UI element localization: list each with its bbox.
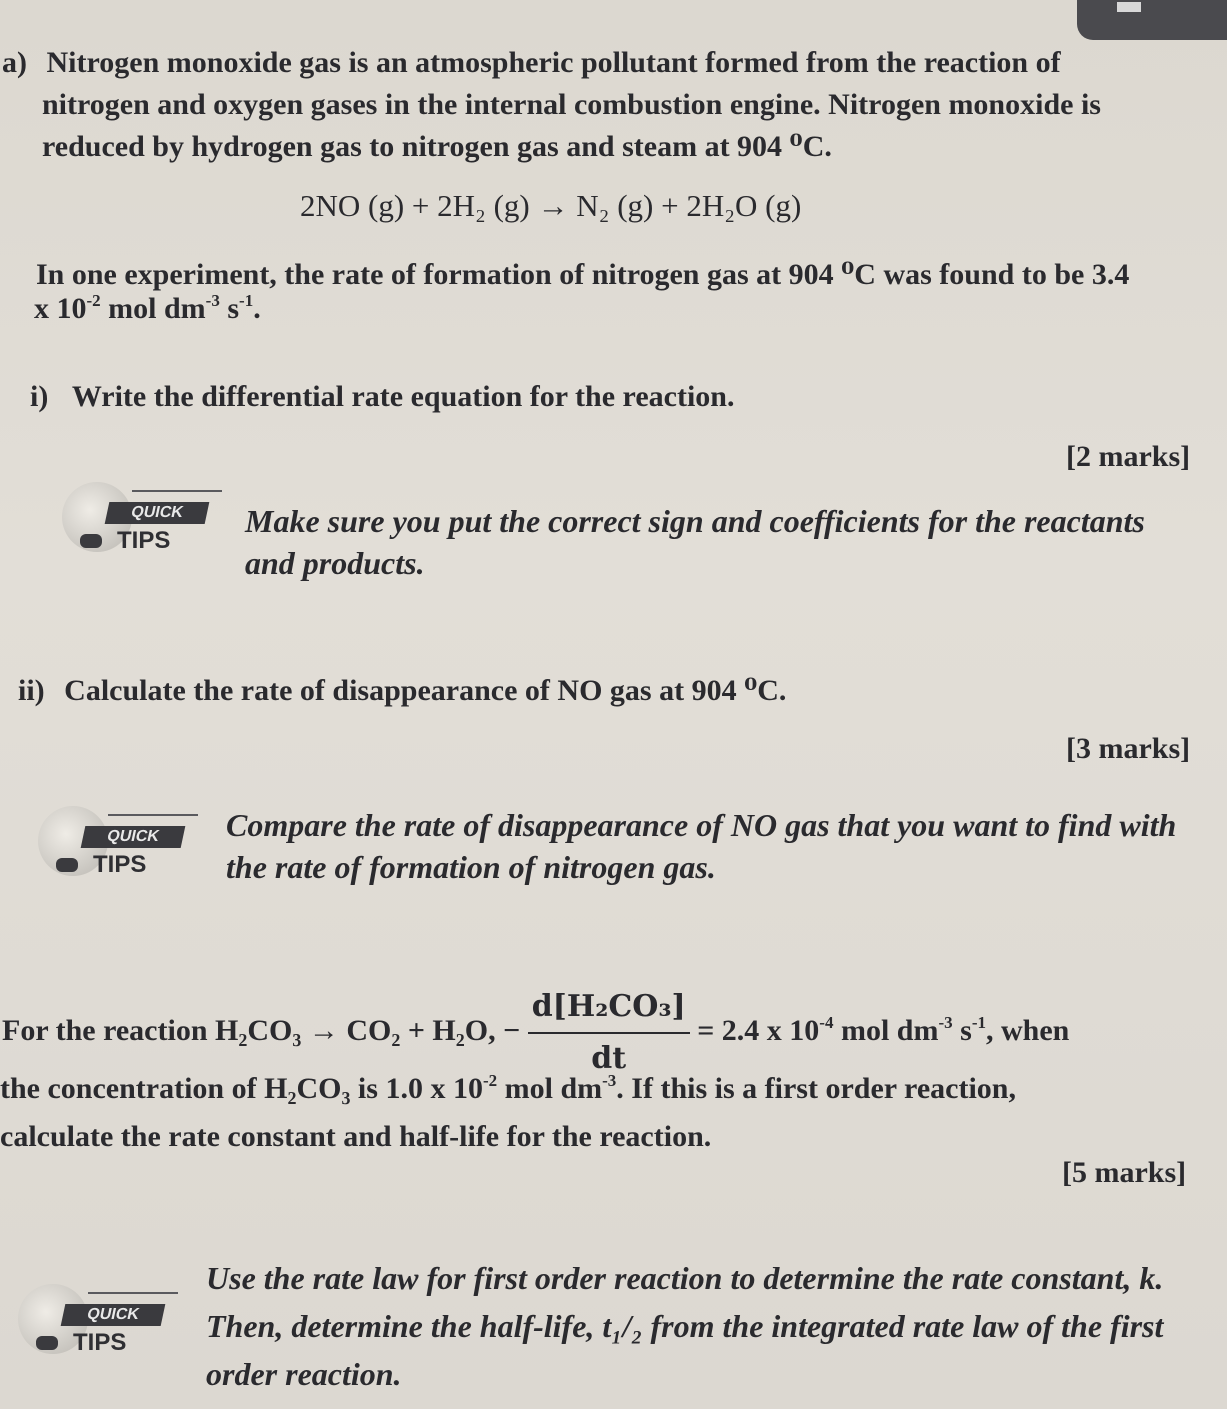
- experiment-text: .: [253, 292, 261, 325]
- bulb-base: [80, 534, 102, 548]
- experiment-line-1: In one experiment, the rate of formation of nitrogen gas at 904 ⁰C was found to be 3.4: [36, 258, 1130, 291]
- part-i-label: i): [30, 380, 49, 413]
- quick-label: QUICK: [81, 826, 186, 848]
- tip-1-text: Make sure you put the correct sign and coefficients for the reactants and products.: [245, 503, 1145, 581]
- quick-tips-badge-2: [38, 806, 198, 901]
- exponent: -3: [938, 1012, 953, 1032]
- part-ii-question: [18, 670, 1018, 712]
- badge-line: [88, 1292, 178, 1294]
- exponent: -1: [239, 291, 254, 310]
- experiment-text: x 10: [34, 292, 87, 325]
- experiment-line-2: [34, 288, 834, 330]
- question-b-text: mol dm: [497, 1072, 603, 1105]
- quick-tips-badge-1: [62, 482, 222, 577]
- tips-label: TIPS: [73, 1329, 127, 1356]
- rate-fraction: [528, 986, 690, 1080]
- experiment-text: s: [219, 292, 240, 325]
- intro-line-3: reduced by hydrogen gas to nitrogen gas and steam at 904 ⁰C.: [42, 130, 832, 163]
- intro-line-2: nitrogen and oxygen gases in the internal combustion engine. Nitrogen monoxide is: [42, 88, 1101, 121]
- question-b-line-2: [0, 1068, 1220, 1110]
- question-b-text: s: [952, 1013, 972, 1047]
- question-b-text: = 2.4 x 10: [689, 1013, 820, 1047]
- question-b-line-1: [2, 986, 1222, 1080]
- bulb-base: [36, 1336, 58, 1350]
- part-i-text: Write the differential rate equation for the reaction.: [71, 380, 735, 413]
- part-ii-marks: [3 marks]: [1066, 732, 1191, 765]
- question-b-text: , when: [986, 1013, 1070, 1047]
- quick-tips-badge-3: [18, 1284, 178, 1379]
- question-b-line-3: calculate the rate constant and half-life for the reaction.: [0, 1120, 712, 1153]
- part-i-marks: [2 marks]: [1066, 440, 1191, 473]
- tips-label: TIPS: [93, 851, 147, 878]
- exponent: -3: [205, 291, 220, 310]
- fraction-denominator: dt: [591, 1041, 627, 1076]
- question-b-text: . If this is a first order reaction,: [616, 1072, 1016, 1105]
- exponent: -4: [819, 1012, 834, 1032]
- badge-line: [108, 814, 198, 816]
- exponent: -3: [602, 1071, 617, 1090]
- fraction-numerator: d[H₂CO₃]: [528, 986, 690, 1034]
- experiment-text: mol dm: [100, 292, 206, 325]
- corner-tab: [1077, 0, 1227, 40]
- question-b-text: the concentration of H₂CO₃ is 1.0 x 10: [0, 1072, 483, 1105]
- question-b-marks: [5 marks]: [1062, 1156, 1187, 1189]
- part-ii-label: ii): [18, 674, 45, 707]
- part-ii-text: Calculate the rate of disappearance of NO gas at 904 ⁰C.: [64, 674, 787, 707]
- part-i-question: [30, 376, 1030, 418]
- question-b-lead: For the reaction H₂CO₃ → CO₂ + H₂O, −: [2, 1013, 521, 1047]
- quick-label: QUICK: [61, 1304, 166, 1326]
- tip-2-text: Compare the rate of disappearance of NO gas that you want to find with the rate of formation of nitrogen gas.: [226, 807, 1177, 885]
- quick-label: QUICK: [105, 502, 210, 524]
- exponent: -1: [971, 1012, 986, 1032]
- badge-line: [132, 490, 222, 492]
- reaction-equation: 2NO (g) + 2H₂ (g) → N₂ (g) + 2H₂O (g): [300, 188, 802, 223]
- question-a-intro: [2, 42, 1202, 84]
- bulb-base: [56, 858, 78, 872]
- question-a-label: a): [2, 46, 27, 79]
- tips-label: TIPS: [117, 527, 171, 554]
- intro-line-1: Nitrogen monoxide gas is an atmospheric pollutant formed from the reaction of: [46, 46, 1061, 79]
- question-b-text: mol dm: [833, 1013, 939, 1047]
- exponent: -2: [482, 1071, 498, 1090]
- tip-3-text: Use the rate law for first order reaction to determine the rate constant, k. Then, determine the half-life, t₁/₂ from the integrated rate law of the first order reaction.: [206, 1260, 1164, 1392]
- exponent: -2: [86, 291, 101, 310]
